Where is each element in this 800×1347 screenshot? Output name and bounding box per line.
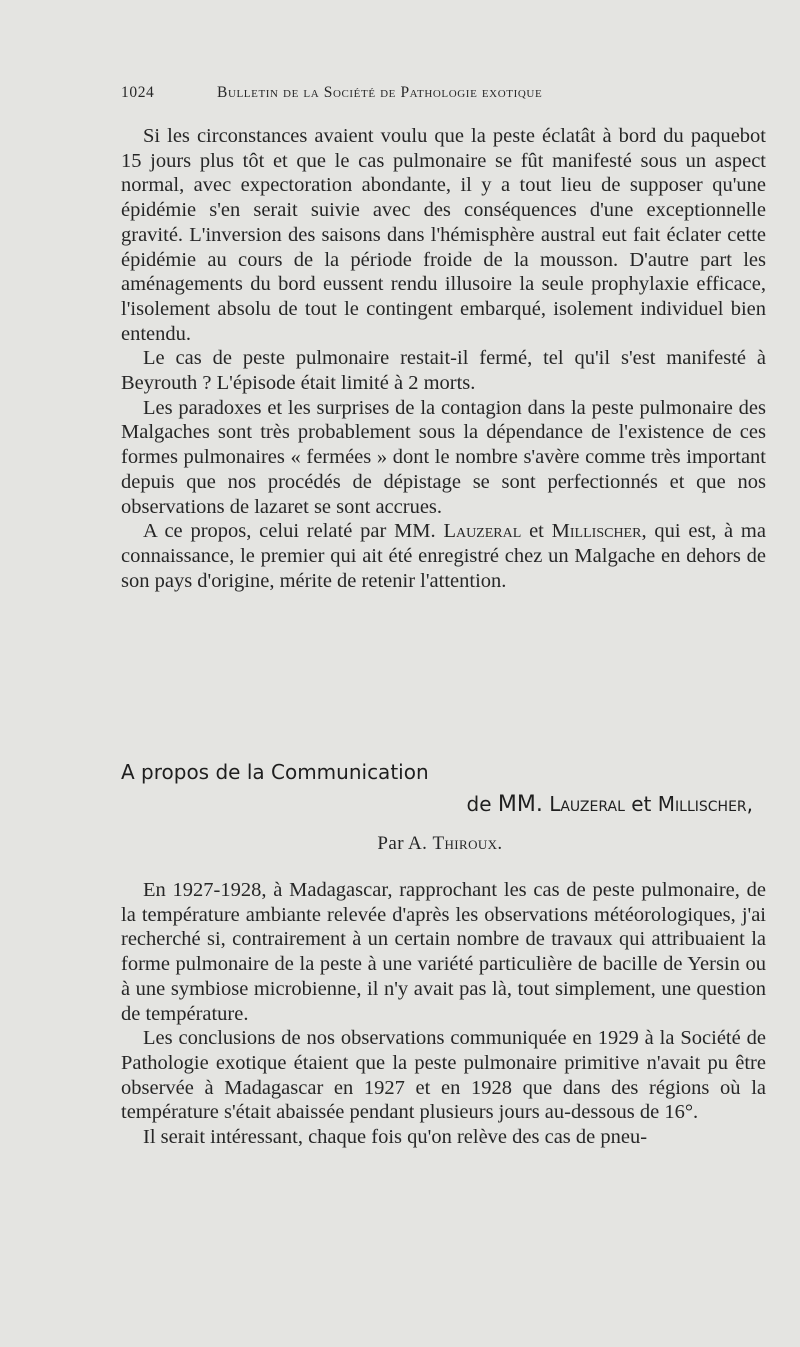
author-name: Millischer [551, 520, 642, 543]
title-author: Lauzeral [549, 792, 625, 816]
paragraph: Si les circonstances avaient voulu que la peste éclatât à bord du paquebot 15 jours plus tôt et que le cas pulmonaire se fût manifesté sous un aspect normal, avec expectoration abondante, il y a tout lieu de supposer qu'une épidémie s'en serait suivie avec des conséquences d'une exceptionnelle gravité. L'inversion des saisons dans l'hémisphère austral eut fait éclater cette épidémie au cours de la période froide de la mousson. D'autre part les aménagements du bord eussent rendu illusoire la seule prophylaxie efficace, l'isolement absolu de tout le contingent embarqué, isolement individuel bien entendu. [121, 125, 766, 345]
paragraph: En 1927-1928, à Madagascar, rapprochant les cas de peste pulmonaire, de la température ambiante relevée d'après les observations météorologiques, j'ai recherché si, contrairement à un certain nombre de travaux qui attribuaient la forme pulmonaire de la peste à une variété particulière de bacille de Yersin ou à une symbiose microbienne, il n'y avait pas là, tout simplement, une question de température. [121, 879, 766, 1025]
section-1-body [121, 124, 766, 593]
page-number: 1024 [121, 84, 155, 101]
title-word: MM. [497, 792, 543, 817]
byline-author: Thiroux. [432, 833, 503, 854]
title-word: et [631, 792, 652, 816]
paragraph: Le cas de peste pulmonaire restait-il fermé, tel qu'il s'est manifesté à Beyrouth ? L'épisode était limité à 2 morts. [121, 347, 766, 395]
text-run: et [521, 520, 552, 543]
author-name: Lauzeral [443, 520, 522, 543]
title-word: de [466, 792, 492, 816]
section-title-line-2 [467, 792, 754, 817]
section-2-body [121, 878, 766, 1150]
journal-title: Bulletin de la Société de Pathologie exotique [217, 84, 543, 101]
paragraph: Les paradoxes et les surprises de la contagion dans la peste pulmonaire des Malgaches sont très probablement sous la dépendance de l'existence de ces formes pulmonaires « fermées » dont le nombre s'avère comme très important depuis que nos procédés de dépistage se sont perfectionnés et que nos observations de lazaret se sont accrues. [121, 396, 766, 518]
paragraph: Il serait intéressant, chaque fois qu'on relève des cas de pneu- [143, 1126, 648, 1149]
paragraph: Les conclusions de nos observations communiquée en 1929 à la Société de Pathologie exotique étaient que la peste pulmonaire primitive n'avait pu être observée à Madagascar en 1927 et en 1928 que dans des régions où la température s'était abaissée pendant plusieurs jours au-dessous de 16°. [121, 1027, 766, 1124]
text-run: , qui est, à ma connaissance, le premier qui ait été enregistré chez un Malgache en dehors de son pays d'origine, mérite de retenir l'attention. [121, 520, 766, 592]
paragraph [121, 519, 766, 593]
section-title-line-1: A propos de la Communication [121, 760, 429, 784]
text-run: A ce propos, celui relaté par MM. [143, 520, 444, 543]
title-author: Millischer, [657, 792, 753, 816]
running-head [121, 84, 681, 102]
byline [0, 833, 800, 855]
byline-par: Par A. [377, 833, 428, 854]
